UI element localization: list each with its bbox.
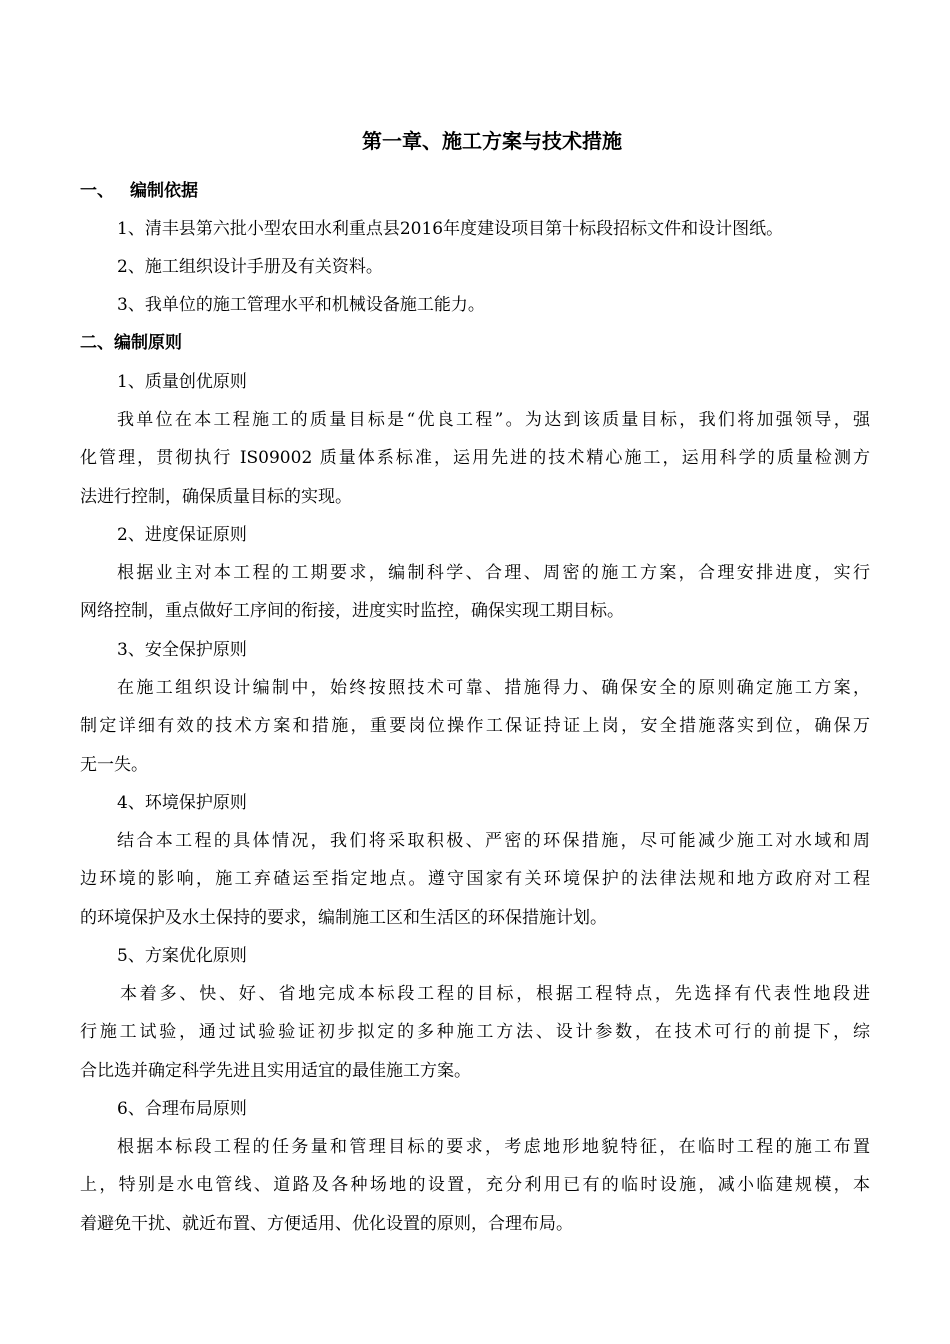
principle-title-schedule: 2、进度保证原则 bbox=[117, 525, 247, 545]
principle-body-quality bbox=[80, 401, 870, 516]
paragraph-line: 无一失。 bbox=[80, 754, 148, 775]
principle-title-quality: 1、质量创优原则 bbox=[117, 372, 247, 392]
paragraph-line: 根据业主对本工程的工期要求，编制科学、合理、周密的施工方案，合理安排进度，实行 bbox=[117, 563, 870, 583]
paragraph-line: 上，特别是水电管线、道路及各种场地的设置，充分利用已有的临时设施，减小临建规模，本 bbox=[80, 1175, 870, 1196]
principle-title-optimization: 5、方案优化原则 bbox=[117, 946, 247, 966]
principle-body-layout bbox=[80, 1128, 870, 1243]
principle-title-safety: 3、安全保护原则 bbox=[117, 640, 247, 660]
paragraph-line: 行施工试验，通过试验验证初步拟定的多种施工方法、设计参数，在技术可行的前提下，综 bbox=[80, 1022, 870, 1043]
section-heading-basis bbox=[80, 172, 870, 210]
section-heading-principles: 二、编制原则 bbox=[80, 333, 182, 353]
paragraph-line: 边环境的影响，施工弃碴运至指定地点。遵守国家有关环境保护的法律法规和地方政府对工程 bbox=[80, 869, 870, 890]
principle-body-environment bbox=[80, 822, 870, 937]
principle-title-environment: 4、环境保护原则 bbox=[117, 793, 247, 813]
paragraph-line: 化管理，贯彻执行 IS09002 质量体系标准，运用先进的技术精心施工，运用科学的质量检测方 bbox=[80, 448, 870, 469]
basis-item-3: 3、我单位的施工管理水平和机械设备施工能力。 bbox=[117, 295, 485, 315]
section-heading-number: 一、 bbox=[80, 181, 114, 201]
paragraph-line: 着避免干扰、就近布置、方便适用、优化设置的原则，合理布局。 bbox=[80, 1213, 573, 1234]
basis-item-2: 2、施工组织设计手册及有关资料。 bbox=[117, 257, 383, 277]
basis-item-1: 1、清丰县第六批小型农田水利重点县2016年度建设项目第十标段招标文件和设计图纸。 bbox=[117, 219, 784, 239]
principle-body-safety bbox=[80, 669, 870, 784]
principle-body-optimization bbox=[80, 975, 870, 1090]
paragraph-line: 在施工组织设计编制中，始终按照技术可靠、措施得力、确保安全的原则确定施工方案， bbox=[117, 678, 870, 698]
paragraph-line: 制定详细有效的技术方案和措施，重要岗位操作工保证持证上岗，安全措施落实到位，确保万 bbox=[80, 716, 870, 737]
paragraph-line: 的环境保护及水土保持的要求，编制施工区和生活区的环保措施计划。 bbox=[80, 907, 607, 928]
page-title: 第一章、施工方案与技术措施 bbox=[362, 129, 622, 153]
section-heading-text: 编制依据 bbox=[130, 181, 198, 201]
principle-title-layout: 6、合理布局原则 bbox=[117, 1099, 247, 1119]
principle-body-schedule bbox=[80, 554, 870, 631]
paragraph-line: 本着多、快、好、省地完成本标段工程的目标，根据工程特点，先选择有代表性地段进 bbox=[120, 984, 870, 1004]
paragraph-line: 合比选并确定科学先进且实用适宜的最佳施工方案。 bbox=[80, 1060, 471, 1081]
paragraph-line: 网络控制，重点做好工序间的衔接，进度实时监控，确保实现工期目标。 bbox=[80, 601, 624, 622]
paragraph-line: 法进行控制，确保质量目标的实现。 bbox=[80, 486, 352, 507]
paragraph-line: 结合本工程的具体情况，我们将采取积极、严密的环保措施，尽可能减少施工对水域和周 bbox=[117, 831, 870, 851]
paragraph-line: 根据本标段工程的任务量和管理目标的要求，考虑地形地貌特征，在临时工程的施工布置 bbox=[117, 1137, 870, 1157]
paragraph-line: 我单位在本工程施工的质量目标是“优良工程”。为达到该质量目标，我们将加强领导，强 bbox=[117, 410, 870, 430]
